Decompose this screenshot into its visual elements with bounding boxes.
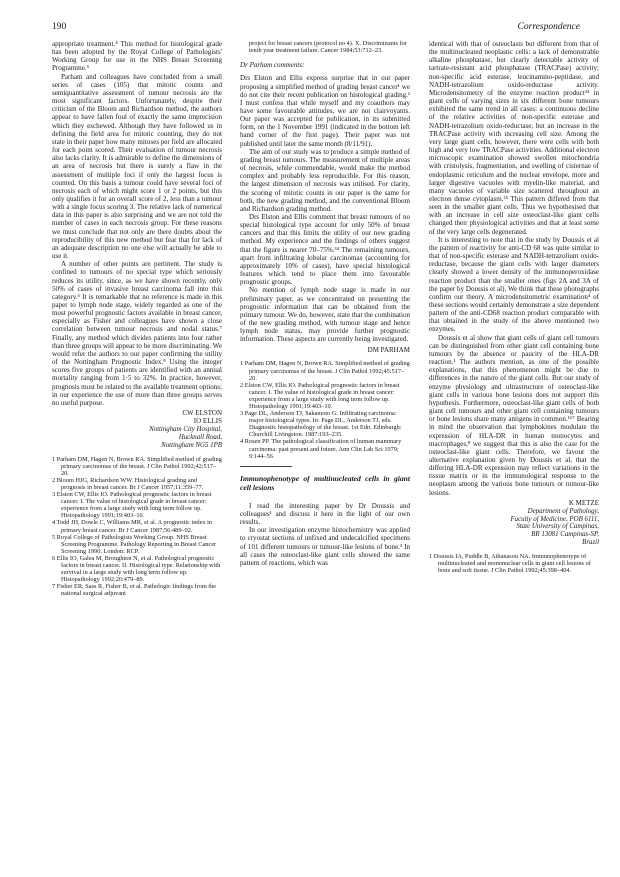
paragraph: Drs Elston and Ellis comment that breast tumours of no special histological type account for only 50% of breast cancers and that this limits the utility of our new grading method. My experience and the findings of others suggest that the figure is nearer 70–75%.³⁴ The remaining tumours, apart from infiltrating lobular carcinomas (accounting for approximately 10% of cases), have special histological features which tend to place them into favourable prognostic groups. <box>240 213 410 287</box>
reference-item: 3 Elston CW, Ellis IO. Pathological prognostic factors in breast cancer. I. The value of histological grade in breast cancer: experience from a large study with long term follow up. Histopathology 1991;19:403–10. <box>52 491 212 520</box>
reference-item: 1 Parham DM, Hagen N, Brown RA. Simplified method of grading primary carcinomas of the breast. J Clin Pathol 1992;45:517–20. <box>240 360 410 382</box>
paragraph: Drs Elston and Ellis express surprise that in our paper proposing a simplified method of grading breast cancer¹ we do not cite their recent publication on histological grading.² I must confess that while myself and my coauthors may have some favourable attitudes, we are not clairvoyants. Our paper was accepted for publication, in its submitted form, on the 1 November 1991 (indicated in the bottom left hand corner of the first page). Their paper was not published until later the same month (8/11/91). <box>240 74 410 148</box>
paragraph: In our investigation enzyme histochemistry was applied to cryostat sections of unfixed and undecalcified specimens of 101 different tumours or tumour-like lesions of bone.² In all cases the osteoclast-like giant cells showed the same pattern of reactions, which was <box>240 526 410 567</box>
reference-item: 7 Fisher ER, Sass R, Fisher B, et al. Pathologic findings from the national surgical adjuvant <box>52 583 217 598</box>
reference-item: 1 Parham DM, Hagen N, Brown RA. Simplified method of grading primary carcinomas of the breast. J Clin Pathol 1992;42:517–20. <box>52 455 222 477</box>
signature-block <box>429 500 599 547</box>
reference-item: 1 Doussis IA, Puddle B, Athanasou NA. Immunophenotype of multinucleated and mononuclear cells in giant cell lesions of bone and soft tissue. J Clin Pathol 1992;45:398–404. <box>429 553 591 575</box>
paragraph: I read the interesting paper by Dr Doussis and colleagues¹ and discuss it here in the light of our own results. <box>240 501 410 527</box>
page-number: 190 <box>52 22 67 32</box>
affiliation: Brazil <box>582 539 599 547</box>
reference-list <box>429 553 599 574</box>
reference-list <box>240 360 410 459</box>
paragraph: identical with that of osteoclasts but different from that of the multinucleated neoplastic cells: a lack of demonstrable alkaline phosphatase, but clearly detectable activity of tartrate-resistant acid phosphatase (TRACPase) activity; non-specific acid esterase, leucinamino-peptidase, and NADH-tetrazolium oxido-reductase activity. Microdensitometry of the enzyme reaction product³⁴ in giant cells of varying sizes in six different bone tumours exhibited the same trend in all cases: a continuous decline of the relative activities of non-specific esterase and NADH-tetrazolium oxido-reductase, but an increase in the TRACPase activity with increasing cell size. Among the very large giant cells, however, there were cells with both high and very low TRACPase activities. Additional electron microscopic examination showed swollen mitochondria with cristolysis, fragmentation, and swelling of cisternae of endoplasmic reticulum and the nuclear envelope, more and larger digestive vacuoles with myelin-like material, and many vacuoles of variable size scattered throughout an electron dense cytoplasm.²⁵ This pattern differed from that seen in the smaller giant cells. Thus we hypothesised that with an increase in cell size osteoclast-like giant cells changed their physiological activities and that at least some of the very large cells degenerated. <box>429 40 599 236</box>
reference-item: 3 Page DL, Anderson TJ, Sakamoto G. Infiltrating carcinoma: major histological types. In: Page DL, Anderson TJ, eds. Diagnostic histopathology of the breast. 1st Edn. Edinburgh: Churchill Livingston. 1987:193–235. <box>240 410 402 439</box>
divider <box>240 466 292 467</box>
column-middle <box>240 40 410 567</box>
affiliation: Nottingham NG5 1PB <box>161 441 222 449</box>
reference-item: 2 Bloom HJG, Richardson WW. Histological grading and prognosis in breast cancer. Br J Cancer 1957;11:359–77. <box>52 476 204 491</box>
reference-item: 5 Royal College of Pathologists Working Group. NHS Breast Screening Programme. Pathology Reporting in Breast Cancer Screening 1990. London: RCP. <box>52 533 217 555</box>
reference-item: project for breast cancers (protocol no 4). X. Discriminants for tenth year treatment failure. Cancer 1984;53:712–23. <box>249 40 407 55</box>
author-name: CW ELSTON <box>182 409 222 418</box>
paragraph: No mention of lymph node stage is made in our preliminary paper, as we concentrated on presenting the prognostic information that can be obtained from the primary tumour. We do, however, state that the combination of the new grading method, with tumour stage and hence lymph node status, may provide further prognostic information. These aspects are currently being investigated. <box>240 286 410 344</box>
reference-item: 2 Elston CW, Ellis IO. Pathological prognostic factors in breast cancer. I. The value of histological grade in breast cancer: experience from a large study with long term follow up. Histopathology 1991;19:403–10. <box>240 381 400 410</box>
comments-heading: Dr Parham comments: <box>240 61 305 70</box>
paragraph: Doussis et al show that giant cells of giant cell tumours can be distinguished from other giant cell containing bone tumours by the absence or paucity of the HLA-DR reaction.¹ The authors mention, as one of the possible explanations, that this phenomenon might be due to differences in the nature of the giant cells. But our study of enzyme physiology and ultrastructure of osteoclast-like giant cells in various bone lesions does not support this hypothesis. Furthermore, osteoclast-like giant cells of both giant cell tumours and other giant cell containing tumours or bone lesions share many antigens in common.¹⁶⁷ Bearing in mind the observation that lymphokines modulate the expression of HLA-DR in human monocytes and macrophages,⁸ we suggest that this is also the case for the osteoclast-like giant cells. Therefore, we favour the alternative explanation given by Doussis et al, that the differing HLA-DR expression may reflect variations in the tissue matrix or in the immunological response to the neoplasm among the various bone tumours or tumour-like lesions. <box>429 333 599 497</box>
author-name: IO ELLIS <box>193 416 222 425</box>
paragraph: It is interesting to note that in the study by Doussis et al the pattern of reactivity for anti-CD 68 was quite similar to that of non-specific esterase and NADH-tetrazolium oxido-reductase, because the giant cells with larger diameters clearly showed a lower density of the immunoperoxidase reaction product than the smaller ones (figs 2A and 3A of the paper by Doussis et al). We think that these photographs confirm our theory. A microdensitometric examination⁴ of these sections would certainly demonstrate a size dependent pattern of the anti-CD68 reaction product comparable with that obtained in the study of the above mentioned two enzymes. <box>429 235 599 334</box>
paragraph: The aim of our study was to produce a simple method of grading breast tumours. The measurement of multiple areas of necrosis, while commendable, would make the method complex and probably less reproducible. For this reason, the largest dimension of necrosis was utilised. For clarity, the scoring of mitotic counts in our paper is the same for both, the new grading method, and the conventional Bloom and Richardson grading method. <box>240 147 410 213</box>
author-name: K METZE <box>568 498 599 507</box>
section-title: Correspondence <box>517 22 580 32</box>
reference-item: 6 Ellis IO, Galea M, Broughton N, et al. Pathological prognostic factors in breast cancer. II. Histological type. Relationship with survival in a large study with long term follow up. Histopathology 1992;20:479–89. <box>52 554 221 584</box>
reference-list <box>52 456 222 598</box>
column-left <box>52 40 222 597</box>
letter-title: Immunophenotype of multinucleated cells in giant cell lesions <box>240 473 410 493</box>
author-name: DM PARHAM <box>367 345 410 354</box>
paragraph: appropriate treatment.⁴ This method for histological grade has been adopted by the Royal College of Pathologists' Working Group for use in the NHS Breast Screening Programme.⁵ <box>52 40 222 73</box>
affiliation: BR 13081 Campinas-SP, <box>531 531 599 539</box>
column-right <box>429 40 599 574</box>
reference-item: 4 Rosen PP. The pathological classification of human mammary carcinoma: past present and future. Ann Clin Lab Sci 1979; 9:144–56. <box>240 438 402 460</box>
signature-block <box>52 410 222 450</box>
affiliation: State University of Campinas, <box>516 523 599 531</box>
reference-item: 4 Todd JH, Dowle C, Williams MR, et al. A prognostic index in primary breast cancer. Br J Cancer 1987;56:489–92. <box>52 519 212 534</box>
affiliation: Faculty of Medicine, POB 6111, <box>510 515 599 523</box>
reference-list <box>240 40 410 54</box>
affiliation: Department of Pathology, <box>527 507 599 515</box>
affiliation: Nottingham City Hospital, <box>149 425 222 433</box>
paragraph: Parham and colleagues have concluded from a small series of cases (105) that mitotic counts and semiquantitative assessment of tumour necrosis are the most significant factors. Unfortunately, despite their criticism of the Bloom and Richardson method, the authors appear to have fallen foul of exactly the same imprecision which they eschewed. Although they have followed us in defining the field area for mitotic counting, they do not state in their paper how many mitoses per field are allocated for each point scored. Their evaluation of tumour necrosis also lacks clarity. It is admirable to define the dimensions of an area of necrosis but there is surely a flaw in the assessment of multiple foci if only the largest focus is counted. On this basis a tumour could have several foci of necrosis each of which might score 1 or 2 points, but this only qualifies it for an overall score of 2, less than a tumour with a single focus scoring 3. The relative lack of numerical data in this paper is also surprising and we are not told the number of cases in each necrosis group. For these reasons we must conclude that not only are there doubts about the reproducibility of this new method but fear that for lack of an adequate description no one else will actually be able to use it. <box>52 72 222 261</box>
signature-block <box>240 347 410 355</box>
affiliation: Hucknall Road, <box>178 433 222 441</box>
paragraph: A number of other points are pertinent. The study is confined to tumours of no special type which seriously reduces its utility, since, as we have shown recently, only 50% of cases of invasive breast carcinoma fall into this category.⁶ It is remarkable that no reference is made in this paper to lymph node stage, widely regarded as one of the most powerful prognostic factors available in breast cancer, especially as Fisher and colleagues have shown a close correlation between tumour necrosis and nodal status.⁷ Finally, any method which divides patients into four rather than three groups will appear to be more discriminating. We would refer the authors to our paper confirming the utility of the Nottingham Prognostic Index.⁸ Using the integer scores five groups of patients are identified with an annual mortality ranging from 1·5 to 32%. In practice, however, prognosis must be related to the available treatment options; in our experience the use of more than three groups serves no useful purpose. <box>52 260 222 407</box>
